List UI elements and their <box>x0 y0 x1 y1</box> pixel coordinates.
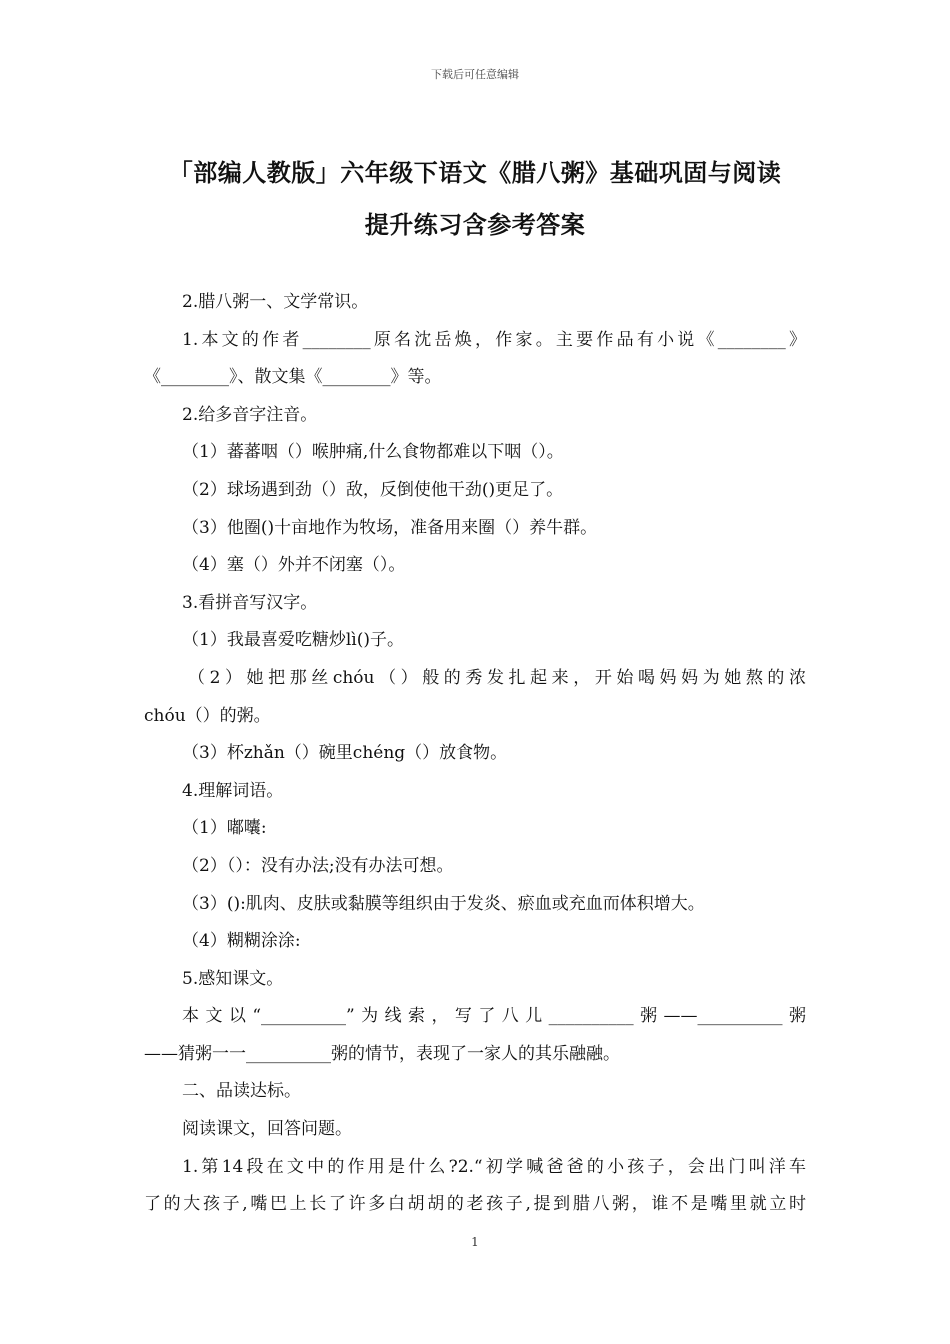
question-text-continued: 《________》、散文集《________》等。 <box>144 367 442 388</box>
document-title-line-1: 「部编人教版」六年级下语文《腊八粥》基础巩固与阅读 <box>168 159 782 187</box>
question-heading: 3.看拼音写汉字。 <box>182 592 318 613</box>
question-text: 本文以“__________”为线索，写了八儿__________粥——__________粥 <box>182 1006 806 1027</box>
sub-question: （4）塞（）外并不闭塞（）。 <box>182 555 406 576</box>
sub-question: （1）我最喜爱吃糖炒lì()子。 <box>182 630 404 651</box>
question-heading: 2.给多音字注音。 <box>182 404 318 425</box>
question-text: 1.本文的作者________原名沈岳焕，作家。主要作品有小说《________》 <box>182 329 806 350</box>
document-title-line-2: 提升练习含参考答案 <box>364 211 586 239</box>
sub-question: （1）蕃蕃咽（）喉肿痛,什么食物都难以下咽（）。 <box>182 442 564 463</box>
section-heading: 二、品读达标。 <box>182 1081 301 1102</box>
question-heading: 4.理解词语。 <box>182 780 284 801</box>
sub-question: （3）杯zhǎn（）碗里chéng（）放食物。 <box>182 743 508 764</box>
question-text-continued: ——猜粥一一__________粥的情节，表现了一家人的其乐融融。 <box>144 1043 620 1064</box>
sub-question: （1）嘟囔: <box>182 818 267 839</box>
sub-question: （2）球场遇到劲（）敌，反倒使他干劲()更足了。 <box>182 479 564 500</box>
sub-question: （2）她把那丝chóu（）般的秀发扎起来，开始喝妈妈为她熬的浓 <box>188 667 806 688</box>
question-text: 1.第14段在文中的作用是什么?2.“初学喊爸爸的小孩子，会出门叫洋车 <box>182 1156 806 1177</box>
question-heading: 5.感知课文。 <box>182 968 284 989</box>
document-body <box>144 284 806 1224</box>
sub-question-continued: chóu（）的粥。 <box>144 705 271 726</box>
sub-question: （3）他圈()十亩地作为牧场，准备用来圈（）养牛群。 <box>182 517 598 538</box>
sub-question: （4）糊糊涂涂: <box>182 931 301 952</box>
sub-question: （3）():肌肉、皮肤或黏膜等组织由于发炎、瘀血或充血而体积增大。 <box>182 893 705 914</box>
question-text-continued: 了的大孩子,嘴巴上长了许多白胡胡的老孩子,提到腊八粥，谁不是嘴里就立时 <box>144 1194 806 1215</box>
section-heading: 2.腊八粥一、文学常识。 <box>182 292 369 312</box>
header-note: 下载后可任意编辑 <box>431 68 519 81</box>
sub-question: （2）（）：没有办法;没有办法可想。 <box>182 855 454 876</box>
instruction-text: 阅读课文，回答问题。 <box>182 1119 352 1140</box>
page-number: 1 <box>471 1235 479 1249</box>
